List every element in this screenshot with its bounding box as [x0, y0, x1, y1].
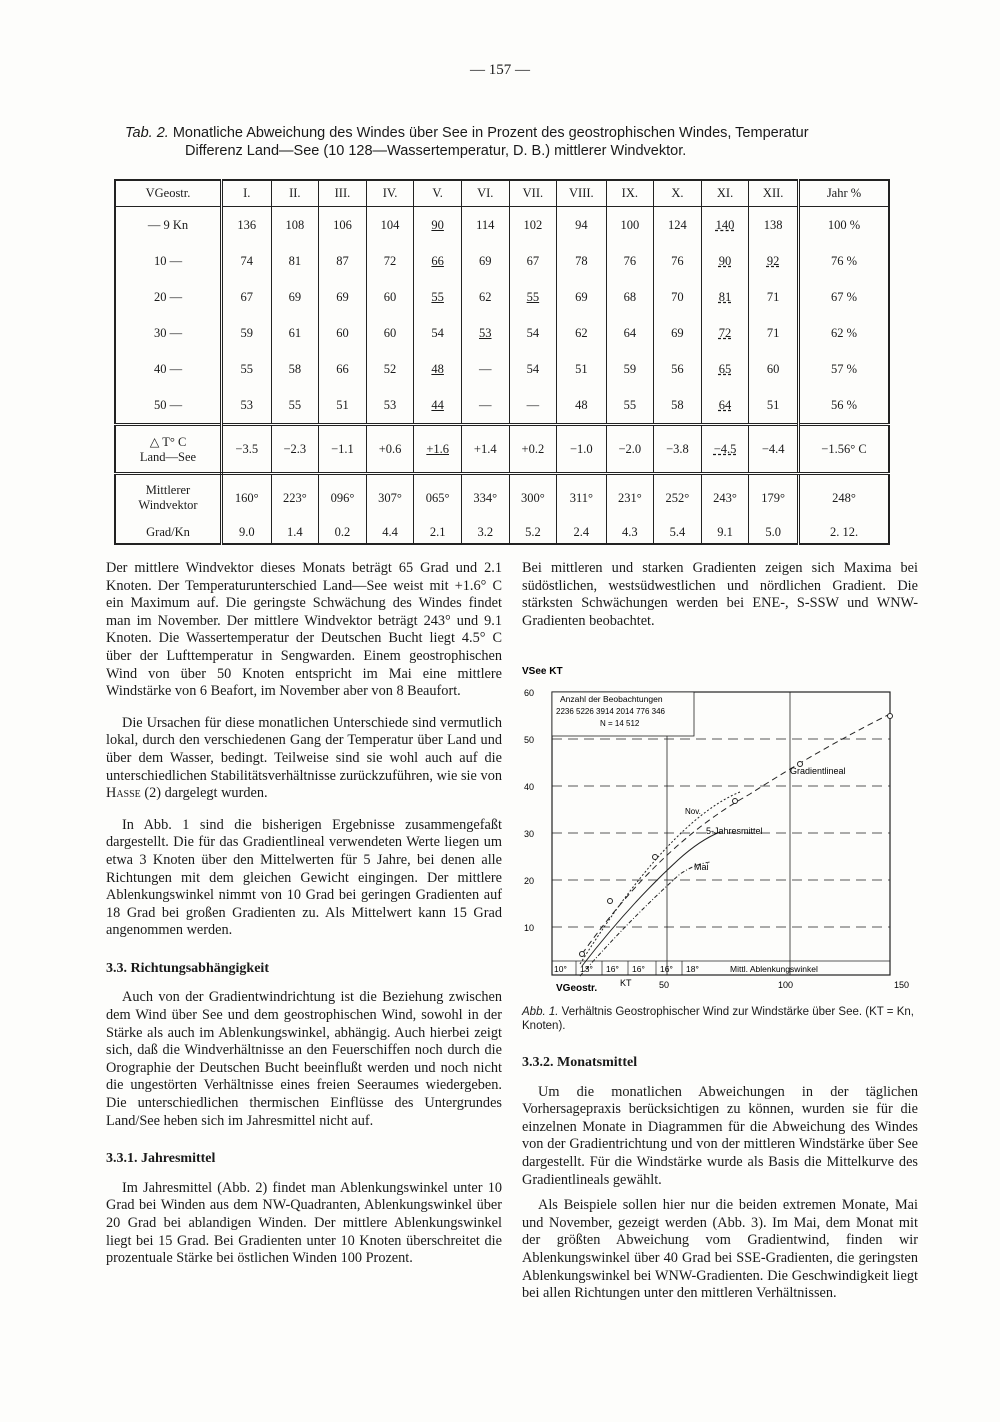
delta-cell: +0.2: [509, 425, 557, 474]
count-title: Anzahl der Beobachtungen: [560, 694, 663, 704]
grad-kn-cell: 5.2: [509, 521, 557, 544]
wind-dir-cell: 065°: [414, 474, 462, 522]
table-cell: 114: [461, 207, 509, 244]
angle-value: 18°: [686, 964, 699, 974]
header-month: VIII.: [557, 180, 606, 207]
y-tick-label: 10: [524, 923, 535, 933]
table-cell: 94: [557, 207, 606, 244]
table-cell: 90: [701, 243, 749, 279]
table-row: [115, 243, 889, 279]
delta-cell: −2.0: [606, 425, 654, 474]
table-cell: 65: [701, 351, 749, 387]
table-cell: 78: [557, 243, 606, 279]
grad-kn-cell: 4.4: [366, 521, 414, 544]
header-vgeostr: VGeostr.: [115, 180, 222, 207]
table-cell: 54: [414, 315, 462, 351]
table-cell: 81: [271, 243, 319, 279]
row-label: 20 —: [115, 279, 222, 315]
table-cell: 69: [319, 279, 367, 315]
wind-dir-cell: 179°: [749, 474, 799, 522]
table-cell: 100: [606, 207, 654, 244]
table-cell: 53: [461, 315, 509, 351]
label-november: Nov.: [685, 807, 701, 816]
delta-cell: +1.6: [414, 425, 462, 474]
year-cell: 57 %: [799, 351, 890, 387]
grad-kn-cell: 9.1: [701, 521, 749, 544]
table-cell: 70: [654, 279, 702, 315]
x-axis-label: VGeostr.: [556, 983, 598, 994]
wind-vector-label: Mittlerer Windvektor: [115, 474, 222, 522]
delta-cell: +1.4: [461, 425, 509, 474]
grad-kn-cell: 5.4: [654, 521, 702, 544]
table-cell: 104: [366, 207, 414, 244]
x-tick-label: 150: [894, 980, 910, 990]
table-caption-label: Tab. 2.: [125, 125, 169, 141]
wind-dir-cell: 252°: [654, 474, 702, 522]
table-cell: 108: [271, 207, 319, 244]
grad-kn-cell: 9.0: [222, 521, 272, 544]
table-cell: 60: [366, 279, 414, 315]
delta-t-row: [115, 425, 889, 474]
header-month: XI.: [701, 180, 749, 207]
left-paragraph-1: Der mittlere Windvektor dieses Monats beträgt 65 Grad und 2.1 Knoten. Der Temperaturunterschied Land—See weist mit +1.6° C ein Maximum auf. Die geringste Schwächung des Windes findet man im November. Der mittlere Windvektor beträgt 243° und 9.1 Knoten. Die Wassertemperatur der Deutschen Bucht liegt 4.5° C über der Lufttemperatur in Sengwarden. Einem geostrophischen Wind von über 50 Knoten entspricht im Mai eine mittlere Windstärke von 6 Beafort, im November aber von 8 Beaufort.: [106, 560, 502, 700]
header-month: III.: [319, 180, 367, 207]
wind-dir-cell: 096°: [319, 474, 367, 522]
table-cell: 71: [749, 279, 799, 315]
table-cell: 59: [606, 351, 654, 387]
table-cell: 55: [606, 387, 654, 425]
left-column: [106, 560, 502, 1268]
table-row: [115, 387, 889, 425]
y-tick-label: 30: [524, 829, 535, 839]
table-cell: 54: [509, 351, 557, 387]
grad-kn-row: [115, 521, 889, 544]
table-cell: 53: [366, 387, 414, 425]
table-cell: 64: [606, 315, 654, 351]
wind-dir-cell: 311°: [557, 474, 606, 522]
table-cell: 76: [654, 243, 702, 279]
table-cell: 69: [461, 243, 509, 279]
year-cell: 100 %: [799, 207, 890, 244]
header-month: VII.: [509, 180, 557, 207]
table-cell: —: [461, 351, 509, 387]
table-cell: 92: [749, 243, 799, 279]
section-heading-3-3-2: 3.3.2. Monatsmittel: [522, 1055, 638, 1070]
table-cell: 58: [271, 351, 319, 387]
table-cell: 69: [557, 279, 606, 315]
figure-caption-text: Verhältnis Geostrophischer Wind zur Windstärke über See. (KT = Kn, Knoten).: [522, 1006, 914, 1032]
table-row: [115, 279, 889, 315]
header-year: Jahr %: [799, 180, 890, 207]
wind-dir-cell: 160°: [222, 474, 272, 522]
author-hasse: Hasse: [106, 785, 141, 802]
table-cell: 62: [461, 279, 509, 315]
year-cell: 62 %: [799, 315, 890, 351]
angle-value: 16°: [606, 964, 619, 974]
table-cell: 66: [414, 243, 462, 279]
grad-kn-cell: 5.0: [749, 521, 799, 544]
table-cell: 54: [509, 315, 557, 351]
row-label: 40 —: [115, 351, 222, 387]
grad-kn-cell: 2.1: [414, 521, 462, 544]
row-label: — 9 Kn: [115, 207, 222, 244]
right-column-bottom: [522, 1054, 918, 1303]
grad-kn-cell: 2.4: [557, 521, 606, 544]
table-cell: 60: [366, 315, 414, 351]
table-cell: 51: [557, 351, 606, 387]
label-may: Mai: [694, 862, 709, 872]
delta-cell: −3.8: [654, 425, 702, 474]
table-cell: 87: [319, 243, 367, 279]
table-cell: 60: [749, 351, 799, 387]
left-paragraph-3: In Abb. 1 sind die bisherigen Ergebnisse zusammengefaßt dargestellt. Die für das Gradientlineal verwendeten Werte liegen um etwa 3 Knoten über den Mittelwerten für 5 Jahre, bei denen alle Richtungen mit dem gleichen Gewicht eingingen. Der mittlere Ablenkungswinkel nimmt von 10 Grad bei geringen Gradienten auf 18 Grad bei großen Gradienten zu. Als Mittelwert kann 15 Grad angenommen werden.: [106, 816, 502, 939]
section-heading-3-3-1: 3.3.1. Jahresmittel: [106, 1151, 216, 1167]
angles-label: Mittl. Ablenkungswinkel: [730, 964, 818, 974]
table-cell: 62: [557, 315, 606, 351]
monthly-deviation-table: [114, 179, 890, 545]
angle-value: 10°: [554, 964, 567, 974]
table-cell: 48: [557, 387, 606, 425]
y-tick-label: 20: [524, 876, 535, 886]
grad-kn-cell: 1.4: [271, 521, 319, 544]
year-cell: 67 %: [799, 279, 890, 315]
five-year-mean-curve: [582, 832, 720, 966]
table-caption-line1: Monatliche Abweichung des Windes über See in Prozent des geostrophischen Windes, Temperatur: [172, 125, 809, 141]
table-row: [115, 351, 889, 387]
table-cell: 102: [509, 207, 557, 244]
figure-caption-label: Abb. 1.: [522, 1006, 559, 1018]
angle-value: 16°: [660, 964, 673, 974]
header-month: XII.: [749, 180, 799, 207]
header-month: V.: [414, 180, 462, 207]
table-cell: 64: [701, 387, 749, 425]
table-cell: 55: [222, 351, 272, 387]
row-label: 50 —: [115, 387, 222, 425]
grad-kn-cell: 0.2: [319, 521, 367, 544]
table-cell: 72: [701, 315, 749, 351]
table-row: [115, 315, 889, 351]
label-five-year-mean: 5-Jahresmittel: [706, 826, 763, 836]
wind-dir-cell: 300°: [509, 474, 557, 522]
table-cell: 138: [749, 207, 799, 244]
table-caption-line2: Differenz Land—See (10 128—Wassertemperatur, D. B.) mittlerer Windvektor.: [185, 143, 687, 159]
left-paragraph-2: Die Ursachen für diese monatlichen Unterschiede sind vermutlich lokal, durch den verschiedenen Gang der Temperatur über Land und über dem Wasser, bedingt. Teilweise sind sie wohl auch auf die unterschiedlichen Stabilitätsverhältnisse zurückzuführen, wie sie von Hasse (2) dargelegt wurden.: [106, 714, 502, 802]
wind-dir-cell: 231°: [606, 474, 654, 522]
table-cell: 44: [414, 387, 462, 425]
table-cell: 90: [414, 207, 462, 244]
table-cell: 60: [319, 315, 367, 351]
header-month: I.: [222, 180, 272, 207]
table-cell: 55: [271, 387, 319, 425]
table-cell: 56: [654, 351, 702, 387]
table-cell: 61: [271, 315, 319, 351]
wind-dir-cell: 223°: [271, 474, 319, 522]
table-cell: 51: [749, 387, 799, 425]
table-cell: 67: [509, 243, 557, 279]
table-cell: 68: [606, 279, 654, 315]
delta-cell: −4.4: [749, 425, 799, 474]
wind-vector-row: [115, 474, 889, 522]
table-cell: 58: [654, 387, 702, 425]
table-cell: 48: [414, 351, 462, 387]
figure-caption: [522, 1005, 918, 1033]
grad-kn-year-cell: 2. 12.: [799, 521, 890, 544]
table-caption: [125, 124, 915, 160]
table-cell: 69: [654, 315, 702, 351]
table-cell: 69: [271, 279, 319, 315]
delta-cell: −1.1: [319, 425, 367, 474]
right-column-top: [522, 560, 918, 630]
section-heading-3-3: 3.3. Richtungsabhängigkeit: [106, 960, 269, 976]
table-cell: 136: [222, 207, 272, 244]
right-paragraph-3: Als Beispiele sollen hier nur die beiden extremen Monate, Mai und November, gezeigt werden (Abb. 3). Im Mai, dem Monat mit der größten Abweichung vom Gradientwind, finden wir Ablenkungswinkel über 40 Grad bei SSE-Gradienten, die geringsten Ablenkungswinkel bei WNW-Gradienten. Die Geschwindigkeit liegt bei allen Richtungen unter den mittleren Verhältnissen.: [522, 1197, 918, 1302]
x-ticks: [659, 980, 909, 990]
y-tick-label: 50: [524, 735, 535, 745]
grad-kn-cell: 4.3: [606, 521, 654, 544]
label-gradientlineal: Gradientlineal: [790, 766, 846, 776]
wind-dir-year-cell: 248°: [799, 474, 890, 522]
table-cell: 71: [749, 315, 799, 351]
table-header-row: [115, 180, 889, 207]
x-tick-label: 50: [659, 980, 670, 990]
angle-value: 13°: [580, 964, 593, 974]
table-cell: 67: [222, 279, 272, 315]
table-cell: 66: [319, 351, 367, 387]
wind-dir-cell: 334°: [461, 474, 509, 522]
table-cell: 52: [366, 351, 414, 387]
table-cell: 59: [222, 315, 272, 351]
table-cell: —: [509, 387, 557, 425]
left-paragraph-4: Auch von der Gradientwindrichtung ist die Beziehung zwischen dem Wind über See und dem geostrophischen Wind, sowohl in der Stärke als auch im Ablenkungswinkel, abhängig. Auch hierbei zeigt sich, daß die Windverhältnisse an den Feuerschiffen noch durch die Orographie der Deutschen Bucht beeinflußt werden und noch nicht die ungestörten Verhältnisse eines freien Seeraumes wiedergeben. Die unterschiedlichen thermischen Einflüsse des Untergrundes Land/See heben sich im Jahresmittel nicht auf.: [106, 989, 502, 1129]
delta-cell: +0.6: [366, 425, 414, 474]
page-number: — 157 —: [470, 62, 530, 78]
table-cell: 124: [654, 207, 702, 244]
wind-dir-cell: 307°: [366, 474, 414, 522]
delta-cell: −3.5: [222, 425, 272, 474]
y-tick-label: 60: [524, 688, 535, 698]
delta-cell: −4.5: [701, 425, 749, 474]
may-curve: [580, 862, 710, 976]
header-month: VI.: [461, 180, 509, 207]
table-cell: 72: [366, 243, 414, 279]
x-tick-label: 100: [778, 980, 794, 990]
wind-dir-cell: 243°: [701, 474, 749, 522]
delta-cell: −2.3: [271, 425, 319, 474]
count-values: 2236 5226 3914 2014 776 346: [556, 707, 665, 716]
angle-value: 16°: [632, 964, 645, 974]
x-axis-unit: KT: [620, 978, 632, 988]
table-cell: —: [461, 387, 509, 425]
right-paragraph-1: Bei mittleren und starken Gradienten zeigen sich Maxima bei südöstlichen, westsüdwestlichen und nördlichen Gradient. Die stärksten Schwächungen werden bei ENE-, S-SSW und WNW-Gradienten beobachtet.: [522, 560, 918, 629]
y-axis-label: VSee KT: [522, 666, 563, 677]
row-label: 10 —: [115, 243, 222, 279]
row-label: 30 —: [115, 315, 222, 351]
table-cell: 55: [414, 279, 462, 315]
right-paragraph-2: Um die monatlichen Abweichungen in der täglichen Vorhersagepraxis berücksichtigen zu können, wurden sie für die einzelnen Monate in Diagrammen für die Abweichung des Windes von der Gradientrichtung und von der mittleren Windstärke über See dargestellt. Für die Windstärke wurde als Basis die Mittelkurve des Gradientlineals gewählt.: [522, 1083, 918, 1188]
table-cell: 74: [222, 243, 272, 279]
y-tick-label: 40: [524, 782, 535, 792]
header-month: IX.: [606, 180, 654, 207]
year-cell: 56 %: [799, 387, 890, 425]
delta-cell: −1.0: [557, 425, 606, 474]
header-month: IV.: [366, 180, 414, 207]
table-cell: 106: [319, 207, 367, 244]
table-row: [115, 207, 889, 244]
delta-t-label: △ T° C Land—See: [115, 425, 222, 474]
grad-kn-cell: 3.2: [461, 521, 509, 544]
left-paragraph-5: Im Jahresmittel (Abb. 2) findet man Ablenkungswinkel unter 10 Grad bei Winden aus dem NW-Quadranten, Ablenkungswinkel über 20 Grad bei ablandigen Winden. Der mittlere Ablenkungswinkel liegt bei 15 Grad. Bei Gradienten unter 10 Knoten überschreitet die prozentuale Stärke bei östlichen Winden 100 Prozent.: [106, 1179, 502, 1267]
header-month: II.: [271, 180, 319, 207]
table-cell: 76: [606, 243, 654, 279]
count-total: N = 14 512: [600, 719, 640, 728]
delta-year-cell: −1.56° C: [799, 425, 890, 474]
deflection-angles: [554, 961, 699, 975]
table-cell: 53: [222, 387, 272, 425]
table-cell: 51: [319, 387, 367, 425]
header-month: X.: [654, 180, 702, 207]
table-cell: 55: [509, 279, 557, 315]
year-cell: 76 %: [799, 243, 890, 279]
grad-kn-label: Grad/Kn: [115, 521, 222, 544]
table-cell: 81: [701, 279, 749, 315]
figure-wind-ratio-chart: [520, 664, 920, 1004]
table-cell: 140: [701, 207, 749, 244]
